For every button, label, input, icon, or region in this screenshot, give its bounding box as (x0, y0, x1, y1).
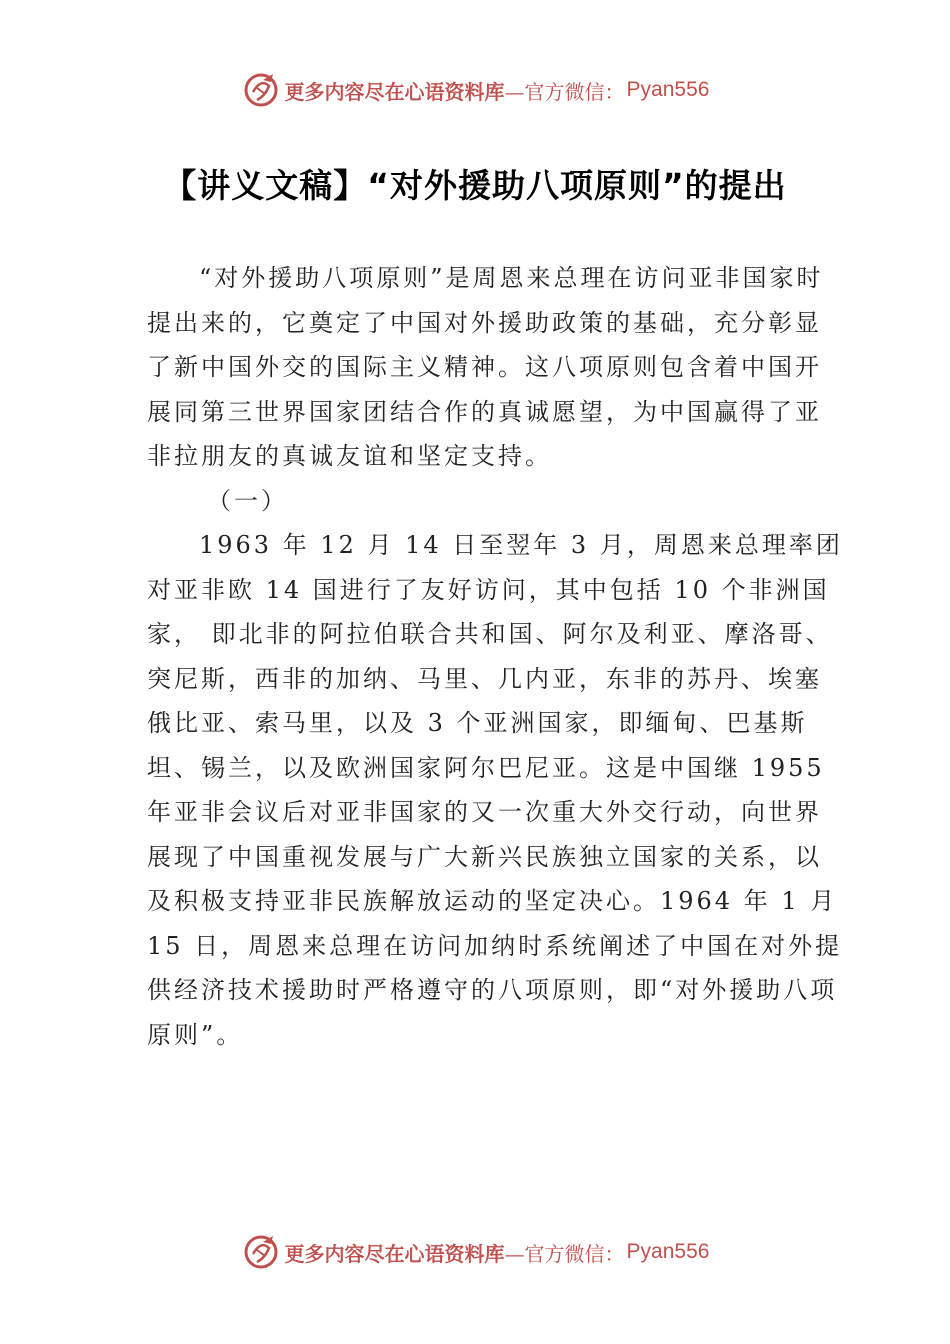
header-banner (0, 68, 950, 112)
paragraph-continuation: 坦、锡兰，以及欧洲国家阿尔巴尼亚。这是中国继 1955 年亚非会议后对亚非国家的又一次重大外交行动，向世界展现了中国重视发展与广大新兴民族独立国家的关系，以及积极支持亚非民族解放运动的坚定决心。1964 年 1 月 15 日，周恩来总理在访问加纳时系统阐述了中国在对外提供经济技术援助时严格遵守的八项原则，即“对外援助八项原则”。 (147, 753, 843, 1049)
pen-heart-logo-icon (241, 1232, 281, 1272)
section-heading: （一） (207, 486, 288, 515)
banner-text: 更多内容尽在心语资料库 (284, 79, 505, 104)
banner-wechat-id: Pyan556 (626, 1240, 710, 1263)
document-body (147, 256, 847, 1057)
paragraph-intro: “对外援助八项原则”是周恩来总理在访问亚非国家时提出来的，它奠定了中国对外援助政策的基础，充分彰显了新中国外交的国际主义精神。这八项原则包含着中国开展同第三世界国家团结合作的真诚愿望，为中国赢得了亚非拉朋友的真诚友谊和坚定支持。 (147, 264, 824, 470)
document-title: 【讲义文稿】“对外援助八项原则”的提出 (163, 166, 787, 205)
banner-separator: —官方微信： (504, 1241, 625, 1266)
pen-heart-logo-icon (241, 70, 281, 110)
footer-banner (0, 1230, 950, 1274)
banner-separator: —官方微信： (504, 79, 625, 104)
banner-text: 更多内容尽在心语资料库 (284, 1241, 505, 1266)
banner-wechat-id: Pyan556 (626, 78, 710, 101)
paragraph-visit: 1963 年 12 月 14 日至翌年 3 月，周恩来总理率团对亚非欧 14 国进行了友好访问，其中包括 10 个非洲国家， 即北非的阿拉伯联合共和国、阿尔及利亚、摩洛哥、突尼斯，西非的加纳、马里、几内亚，东非的苏丹、埃塞俄比亚、索马里，以及 3 个亚洲国家，即缅甸、巴基斯 (147, 531, 843, 737)
